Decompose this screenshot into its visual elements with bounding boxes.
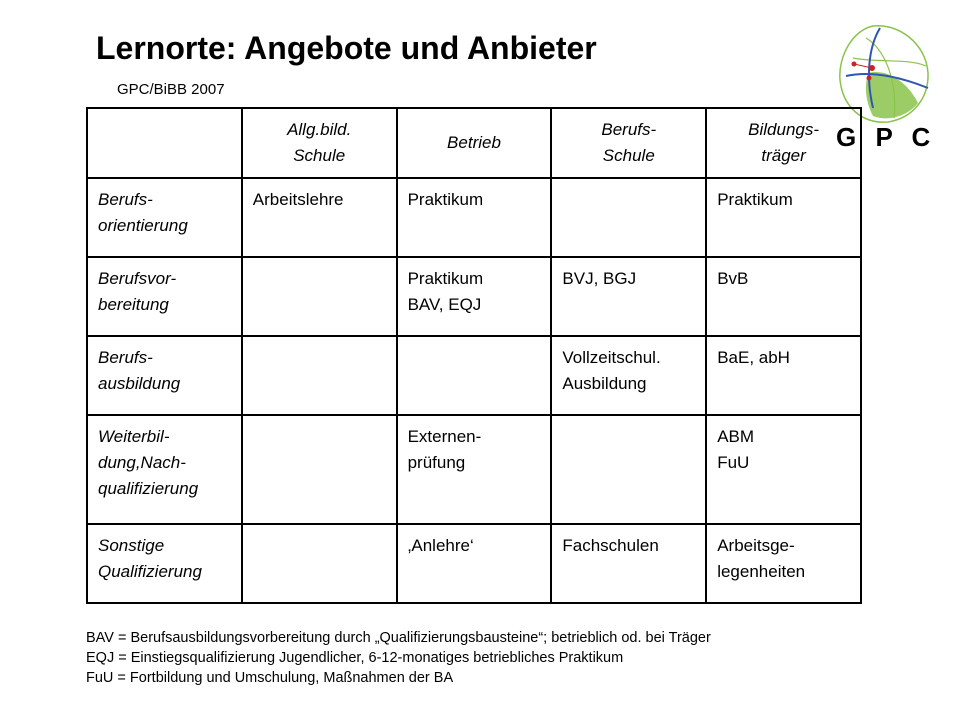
row-header-line: Sonstige (98, 535, 165, 555)
table-cell (397, 178, 552, 257)
row-header-line: Qualifizierung (98, 561, 202, 581)
table-cell-line: ABM (717, 427, 755, 447)
footnotes (86, 628, 711, 688)
table-cell-line: Praktikum (407, 269, 484, 289)
row-header-line: dung,Nach- (98, 453, 186, 473)
column-header-line: Berufs- (601, 120, 657, 139)
table-cell (242, 524, 397, 603)
column-header (242, 108, 397, 178)
table-cell (397, 415, 552, 524)
table-cell-line: Praktikum (717, 190, 793, 209)
column-header-line: Bildungs- (748, 120, 820, 139)
column-header-line: Allg.bild. (287, 120, 352, 139)
row-header-line: Weiterbil- (98, 427, 170, 447)
table-row (87, 178, 861, 257)
table-cell-line: Arbeitsge- (717, 535, 795, 555)
table-cell (551, 524, 706, 603)
table-cell-line: prüfung (407, 453, 466, 473)
table-cell-line: Praktikum (407, 190, 484, 209)
table-cell (551, 336, 706, 415)
table-cell (706, 257, 861, 336)
table-cell-line: legenheiten (717, 561, 806, 581)
table-row (87, 524, 861, 603)
row-header (87, 257, 242, 336)
row-header-line: qualifizierung (98, 479, 199, 499)
table-cell (706, 524, 861, 603)
table-cell-line: Externen- (407, 427, 482, 447)
row-header-line: bereitung (98, 295, 169, 315)
table-cell-line: Ausbildung (562, 374, 647, 394)
table-cell-line: Vollzeitschul. (562, 348, 661, 368)
corner-cell (87, 108, 242, 178)
lernorte-table (86, 107, 862, 604)
table-row (87, 415, 861, 524)
logo-text: G P C (836, 122, 937, 152)
table-cell-line: BaE, abH (717, 348, 790, 368)
table-cell (397, 336, 552, 415)
table-cell-line: Arbeitslehre (252, 190, 344, 209)
table-cell (551, 178, 706, 257)
row-header-line: orientierung (98, 216, 188, 235)
row-header-line: Berufs- (98, 190, 153, 209)
table-cell-line: BAV, EQJ (407, 295, 482, 315)
row-header (87, 524, 242, 603)
column-header (397, 108, 552, 178)
table-cell (242, 257, 397, 336)
column-header-line: Schule (602, 146, 655, 165)
page-title: Lernorte: Angebote und Anbieter (96, 30, 597, 66)
footnote-line: EQJ = Einstiegsqualifizierung Jugendlicher, 6-12-monatiges betriebliches Praktikum (86, 650, 624, 666)
table-cell (242, 415, 397, 524)
column-header-line: träger (761, 146, 806, 165)
row-header-line: Berufsvor- (98, 269, 177, 289)
table-cell-line: ‚Anlehre‘ (407, 535, 474, 555)
table-cell (551, 257, 706, 336)
row-header (87, 415, 242, 524)
row-header-line: Berufs- (98, 348, 153, 368)
column-header (551, 108, 706, 178)
column-header (706, 108, 861, 178)
row-header (87, 178, 242, 257)
table-cell (706, 336, 861, 415)
table-cell (706, 415, 861, 524)
column-header-line: Betrieb (447, 133, 501, 152)
table-cell (551, 415, 706, 524)
table-cell (706, 178, 861, 257)
column-header-line: Schule (293, 146, 346, 165)
table-cell-line: BVJ, BGJ (562, 269, 637, 289)
table-cell (397, 257, 552, 336)
footnote-line: FuU = Fortbildung und Umschulung, Maßnahmen der BA (86, 670, 454, 686)
footnote-line: BAV = Berufsausbildungsvorbereitung durch „Qualifizierungsbausteine“; betrieblich od. bei Träger (86, 630, 711, 646)
table-cell (397, 524, 552, 603)
table-cell-line: BvB (717, 269, 749, 289)
table-cell (242, 178, 397, 257)
table-cell-line: FuU (717, 453, 750, 473)
row-header-line: ausbildung (98, 374, 181, 394)
table-row (87, 257, 861, 336)
row-header (87, 336, 242, 415)
source-label: GPC/BiBB 2007 (117, 81, 225, 98)
table-cell (242, 336, 397, 415)
header-row (87, 108, 861, 178)
table-cell-line: Fachschulen (562, 535, 659, 555)
table-row (87, 336, 861, 415)
